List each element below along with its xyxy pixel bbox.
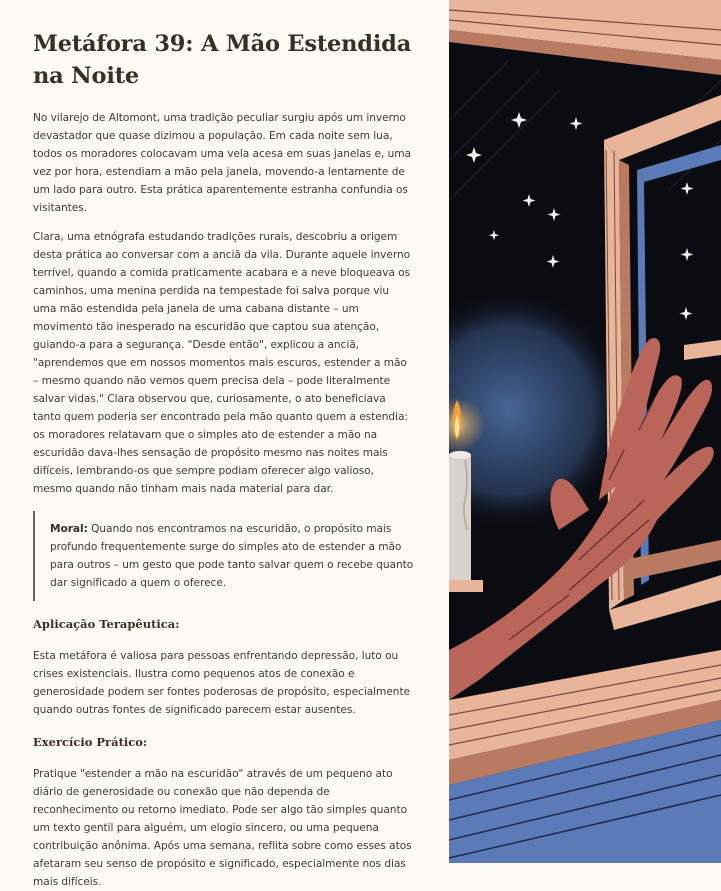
story-paragraph-1: No vilarejo de Altomont, uma tradição peculiar surgiu após um inverno devastador que quase dizimou a população. Em cada noite sem lua, todos os moradores colocavam uma vela acesa em suas janelas e, uma vez por hora, estendiam a mão pela janela, movendo-a lentamente de um lado para outro. Esta prática aparentemente estranha confundia os visitantes. bbox=[33, 112, 411, 214]
section-body-exercise: Pratique "estender a mão na escuridão" através de um pequeno ato diário de generosidade ou conexão que não dependa de reconhecimento ou retorno imediato. Pode ser algo tão simples quanto um texto gentil para alguém, um elogio sincero, ou uma pequena contribuição anônima. Após uma semana, reflita sobre como esses atos afetaram seu senso de propósito e significado, especialmente nos dias mais difíceis. bbox=[33, 768, 412, 888]
moral-text: Quando nos encontramos na escuridão, o propósito mais profundo frequentemente surge do simples ato de estender a mão para outros – um gesto que pode tanto salvar quem o recebe quanto dar significado a quem o oferece. bbox=[50, 523, 414, 589]
section-body-application: Esta metáfora é valiosa para pessoas enfrentando depressão, luto ou crises existenciais. Ilustra como pequenos atos de conexão e generosidade podem ser fontes poderosas de propósito, especialmente quando outras fontes de significado parecem estar ausentes. bbox=[33, 650, 411, 716]
moral-label: Moral: bbox=[50, 523, 88, 535]
section-heading-application: Aplicação Terapêutica: bbox=[33, 617, 180, 631]
section-heading-exercise: Exercício Prático: bbox=[33, 735, 148, 749]
window-hand-illustration bbox=[449, 0, 721, 863]
page-title: Metáfora 39: A Mão Estendida na Noite bbox=[33, 31, 412, 89]
moral-quote bbox=[33, 511, 415, 601]
story-paragraph-2: Clara, uma etnógrafa estudando tradições rurais, descobriu a origem desta prática ao conversar com a anciã da vila. Durante aquele inverno terrível, quando a comida praticamente acabara e a neve bloqueava os caminhos, uma menina perdida na tempestade foi salva porque viu uma mão estendida pela janela de uma cabana distante – um movimento tão inesperado na escuridão que captou sua atenção, guiando-a para a segurança. "Desde então", explicou a anciã, "aprendemos que em nossos momentos mais escuros, estender a mão – mesmo quando não vemos quem precisa dela – pode literalmente salvar vidas." Clara observou que, curiosamente, o ato beneficiava tanto quem poderia ser encontrado pela mão quanto quem a estendia: os moradores relatavam que o simples ato de estender a mão na escuridão dava-lhes sensação de propósito mesmo nas noites mais difíceis, lembrando-os que sempre podiam oferecer algo valioso, mesmo quando não tinham mais nada material para dar. bbox=[33, 231, 411, 495]
illustration bbox=[449, 0, 721, 863]
moral-paragraph bbox=[50, 520, 415, 592]
